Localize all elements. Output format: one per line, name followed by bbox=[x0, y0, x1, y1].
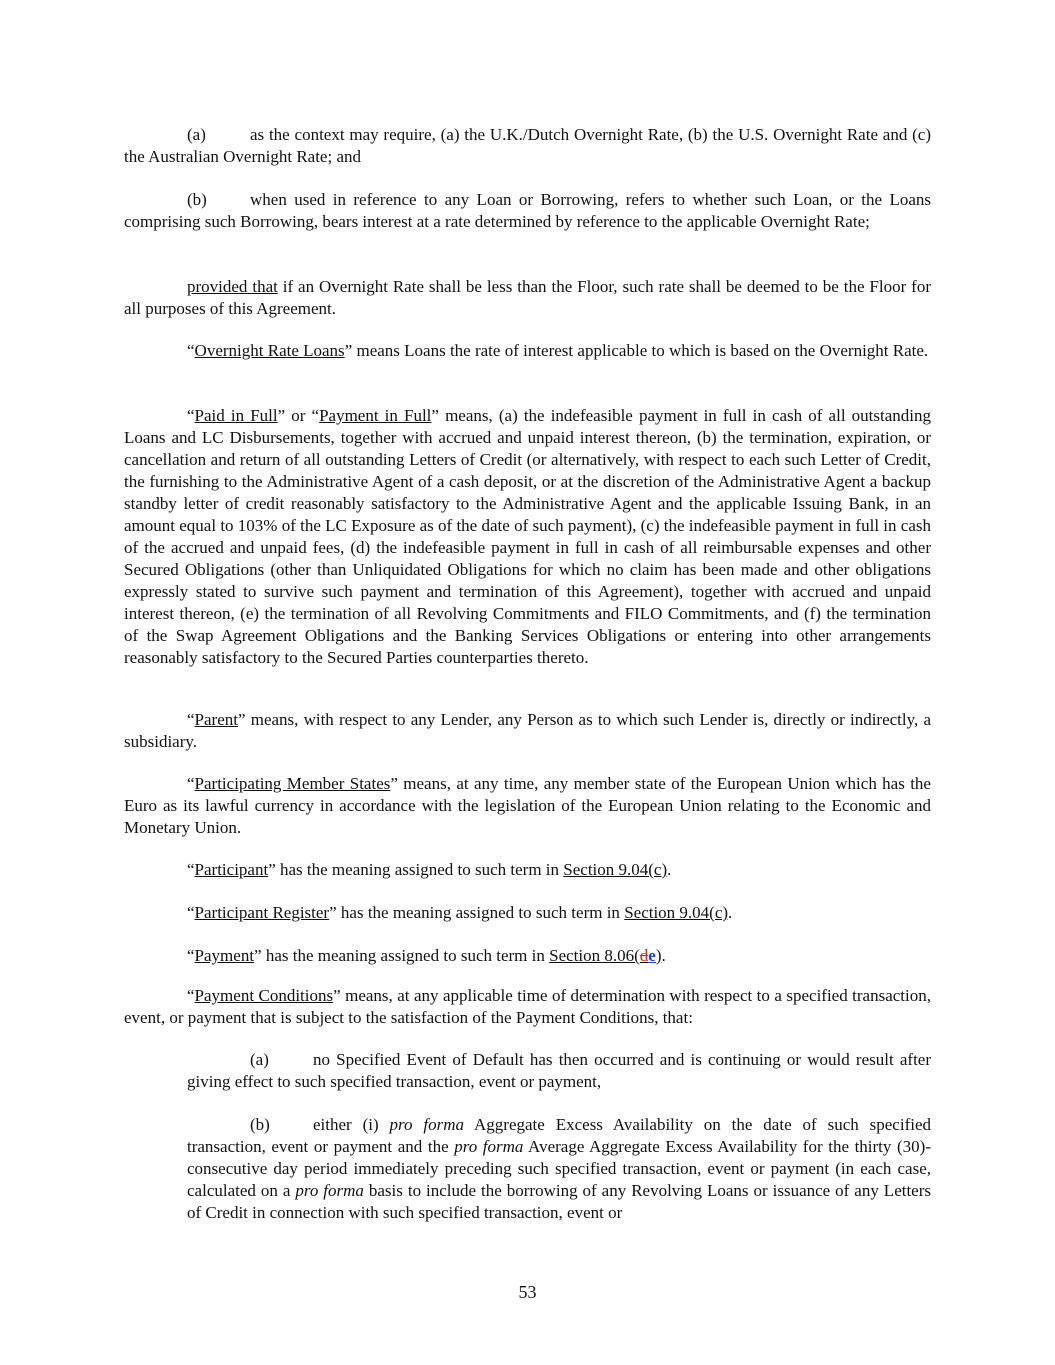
defined-term: Paid in Full bbox=[194, 406, 278, 425]
clause-label: (b) bbox=[250, 1115, 270, 1134]
quote-open: “ bbox=[187, 860, 195, 879]
definition-participant bbox=[124, 859, 931, 881]
inserted-text: e bbox=[648, 946, 656, 965]
definition-text: ” has the meaning assigned to such term in bbox=[268, 860, 564, 879]
definition-text: ” has the meaning assigned to such term in bbox=[329, 903, 625, 922]
defined-term: Parent bbox=[194, 710, 238, 729]
quote-open: “ bbox=[187, 774, 195, 793]
payment-conditions-clause-b bbox=[187, 1114, 931, 1224]
paragraph-text: no Specified Event of Default has then occurred and is continuing or would result after giving effect to such specified transaction, event or payment, bbox=[187, 1050, 931, 1091]
defined-term: Payment Conditions bbox=[194, 986, 334, 1005]
section-reference[interactable]: Section 9.04(c) bbox=[624, 903, 729, 922]
definition-text: ” means, (a) the indefeasible payment in full in cash of all outstanding Loans and LC Disbursements, together with accrued and unpaid interest thereon, (b) the termination, expiration, or cancellation and return of all outstanding Letters of Credit (or alternatively, with respect to each such Letter of Credit, the furnishing to the Administrative Agent of a cash deposit, or at the discretion of the Administrative Agent a backup standby letter of credit reasonably satisfactory to the Administrative Agent and the applicable Issuing Bank, in an amount equal to 103% of the LC Exposure as of the date of such payment), (c) the indefeasible payment in full in cash of the accrued and unpaid fees, (d) the indefeasible payment in full in cash of all reimbursable expenses and other Secured Obligations (other than Unliquidated Obligations for which no claim has been made and other obligations expressly stated to survive such payment and termination of this Agreement), together with accrued and unpaid interest thereon, (e) the termination of all Revolving Commitments and FILO Commitments, and (f) the termination of the Swap Agreement Obligations and the Banking Services Obligations or entering into other arrangements reasonably satisfactory to the Secured Parties counterparties thereto. bbox=[124, 406, 931, 667]
sentence-end: . bbox=[667, 860, 672, 879]
defined-term: Participant Register bbox=[194, 903, 330, 922]
section-reference-suffix: ) bbox=[655, 946, 662, 965]
quote-open: “ bbox=[187, 710, 195, 729]
defined-term: Participating Member States bbox=[194, 774, 391, 793]
defined-term: Payment in Full bbox=[319, 406, 432, 425]
deleted-text: d bbox=[639, 946, 649, 965]
definition-payment-conditions bbox=[124, 985, 931, 1029]
definition-text: ” means, at any time, any member state of the European Union which has the Euro as its lawful currency in accordance with the legislation of the European Union relating to the Economic and Monetary Union. bbox=[124, 774, 931, 837]
quote-open: “ bbox=[187, 406, 195, 425]
italic-term: pro forma bbox=[389, 1115, 465, 1134]
definition-text: ” has the meaning assigned to such term in bbox=[254, 946, 550, 965]
paragraph-text: Aggregate Excess Availability on the date of such specified transaction, event or payment and the bbox=[187, 1115, 931, 1156]
paragraph-text: as the context may require, (a) the U.K./Dutch Overnight Rate, (b) the U.S. Overnight Rate and (c) the Australian Overnight Rate; and bbox=[124, 125, 931, 166]
quote-open: “ bbox=[187, 341, 195, 360]
paragraph-overnight-rate-a bbox=[124, 124, 931, 168]
definition-text: ” means Loans the rate of interest applicable to which is based on the Overnight Rate. bbox=[344, 341, 929, 360]
defined-term: Participant bbox=[194, 860, 269, 879]
section-reference-prefix: Section 8.06( bbox=[549, 946, 640, 965]
defined-term: Payment bbox=[194, 946, 255, 965]
definition-participant-register bbox=[124, 902, 931, 924]
italic-term: pro forma bbox=[295, 1181, 364, 1200]
definition-text: ” means, with respect to any Lender, any Person as to which such Lender is, directly or indirectly, a subsidiary. bbox=[124, 710, 931, 751]
definition-participating-member-states bbox=[124, 773, 931, 839]
paragraph-text: either (i) bbox=[313, 1115, 390, 1134]
defined-term: Overnight Rate Loans bbox=[194, 341, 345, 360]
paragraph-text: Average Aggregate Excess Availability for the thirty (30)-consecutive day period immediately preceding such specified transaction, event or payment (in each case, calculated on a bbox=[187, 1137, 931, 1200]
definition-parent bbox=[124, 709, 931, 753]
sentence-end: . bbox=[661, 946, 666, 965]
clause-label: (b) bbox=[187, 190, 207, 209]
section-reference[interactable]: Section 9.04(c) bbox=[563, 860, 668, 879]
quote-open: “ bbox=[187, 986, 195, 1005]
quote-open: “ bbox=[187, 903, 195, 922]
paragraph-text: basis to include the borrowing of any Revolving Loans or issuance of any Letters of Credit in connection with such specified transaction, event or bbox=[187, 1181, 932, 1222]
section-reference[interactable] bbox=[549, 946, 661, 965]
clause-label: (a) bbox=[187, 125, 206, 144]
italic-term: pro forma bbox=[454, 1137, 524, 1156]
definition-overnight-rate-loans bbox=[124, 340, 931, 362]
page-number: 53 bbox=[518, 1282, 537, 1302]
paragraph-proviso bbox=[124, 276, 931, 320]
clause-label: (a) bbox=[250, 1050, 269, 1069]
payment-conditions-clause-a bbox=[187, 1049, 931, 1093]
paragraph-text: if an Overnight Rate shall be less than the Floor, such rate shall be deemed to be the Floor for all purposes of this Agreement. bbox=[124, 277, 932, 318]
definition-text: ” means, at any applicable time of determination with respect to a specified transaction, event, or payment that is subject to the satisfaction of the Payment Conditions, that: bbox=[124, 986, 932, 1027]
paragraph-overnight-rate-b bbox=[124, 189, 931, 233]
definition-payment bbox=[124, 945, 931, 967]
paragraph-text: when used in reference to any Loan or Borrowing, refers to whether such Loan, or the Loans comprising such Borrowing, bears interest at a rate determined by reference to the applicable Overnight Rate; bbox=[124, 190, 931, 231]
proviso-lead: provided that bbox=[187, 277, 278, 296]
definition-paid-in-full bbox=[124, 405, 931, 669]
sentence-end: . bbox=[728, 903, 733, 922]
quote-open: “ bbox=[187, 946, 195, 965]
term-separator: ” or “ bbox=[277, 406, 320, 425]
